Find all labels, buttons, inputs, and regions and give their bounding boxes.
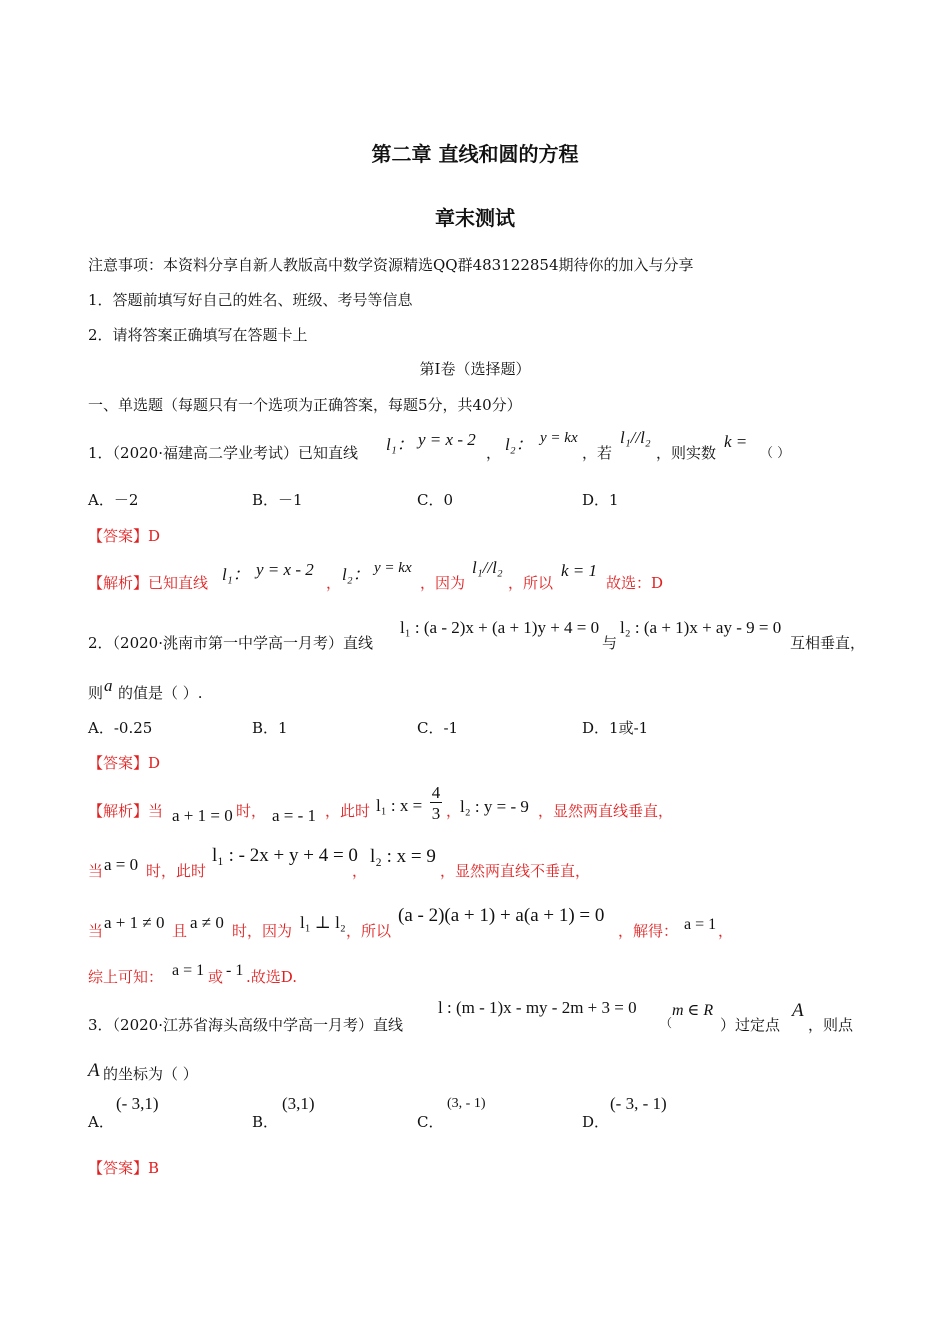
q1-sol-l1: l₁：	[222, 565, 250, 584]
q2-sol3-t3: ，解得：	[618, 922, 679, 940]
q2-sol1-t1: 时，	[236, 802, 267, 820]
q1-option-b: B．－1	[252, 491, 303, 509]
q3-stem: 3．（2020·江苏省海头高级中学高一月考）直线	[88, 1016, 403, 1034]
rule-1: 1．答题前填写好自己的姓名、班级、考号等信息	[88, 291, 413, 309]
q2-sol3-and: 且	[172, 922, 188, 940]
q2-sol1-prefix: 【解析】当	[88, 802, 164, 820]
q2-stem-b1: 则	[88, 684, 104, 702]
q3-open: （	[660, 1016, 673, 1030]
section-title: 第I卷（选择题）	[419, 360, 531, 378]
q2-sol1-den: 3	[431, 804, 441, 823]
q2-sol3-end: ，	[718, 922, 734, 940]
chapter-subtitle: 章末测试	[435, 206, 515, 230]
q1-sol-parallel: l₁//l₂	[472, 558, 503, 577]
q3-option-a-value: (- 3,1)	[116, 1094, 159, 1113]
q2-with: 与	[602, 634, 618, 652]
q2-sol3-perp: l₁ ⊥ l₂	[300, 913, 346, 932]
q2-sol2-comma: ，	[352, 862, 368, 880]
q1-answer: 【答案】D	[88, 527, 161, 545]
q2-sol1-t2: ，此时	[325, 802, 371, 820]
q3-option-c-letter: C．	[417, 1113, 444, 1131]
q1-sol-so: ，所以	[508, 574, 554, 592]
q2-stem: 2．（2020·洮南市第一中学高一月考）直线	[88, 634, 373, 652]
q2-sol2-prefix: 当	[88, 862, 104, 880]
q2-sol4-or: 或	[208, 968, 224, 986]
q1-parallel: l₁//l₂	[620, 428, 651, 447]
q2-sol3-prefix: 当	[88, 922, 104, 940]
q2-sol2-l1: l₁ : - 2x + y + 4 = 0	[212, 845, 358, 866]
q3-stem-b1: A	[88, 1060, 100, 1081]
q2-sol4-res2: - 1	[226, 962, 244, 979]
q2-stem-b2: 的值是（ ）.	[118, 684, 203, 702]
q2-sol1-val: a = - 1	[272, 806, 317, 825]
q1-cond-a: ，若	[582, 444, 613, 462]
q2-sol2-l2: l₂ : x = 9	[370, 846, 436, 867]
q3-point-a: A	[792, 1000, 804, 1021]
q3-option-c-value: (3, - 1)	[447, 1096, 486, 1111]
q2-sol3-c1: a + 1 ≠ 0	[104, 913, 165, 932]
q2-sol4-end: .故选D.	[246, 968, 298, 986]
notice-text: 注意事项：本资料分享自新人教版高中数学资源精选QQ群483122854期待你的加入与分享	[88, 256, 694, 274]
q1-sol-l2: l₂：	[342, 565, 370, 584]
q1-sol-eq2: y = kx	[374, 560, 412, 576]
q1-l1: l₁：	[386, 435, 414, 454]
q2-a: a	[104, 676, 113, 695]
q3-option-d-letter: D．	[582, 1113, 610, 1131]
q2-sol4-prefix: 综上可知：	[88, 968, 164, 986]
q2-option-d: D．1或-1	[582, 719, 649, 737]
q1-sol-comma: ，	[326, 574, 342, 592]
q1-option-d: D．1	[582, 491, 619, 509]
q2-line2: l₂ : (a + 1)x + ay - 9 = 0	[620, 618, 782, 637]
q1-eq2: y = kx	[540, 430, 578, 446]
q2-sol3-t2: ，所以	[346, 922, 392, 940]
q1-sol-end: 故选：D	[606, 574, 664, 592]
q2-option-a: A．-0.25	[88, 719, 153, 737]
q2-sol3-c2: a ≠ 0	[190, 913, 224, 932]
q1-k: k =	[724, 432, 748, 451]
q1-sol-k: k = 1	[561, 561, 598, 580]
q2-sol1-l1: l₁ : x =	[376, 796, 423, 815]
q1-l2: l₂：	[505, 435, 533, 454]
q1-comma: ，	[486, 444, 502, 462]
q3-cond: m ∈ R	[672, 1002, 714, 1019]
q2-sol1-cond: a + 1 = 0	[172, 806, 233, 825]
q2-sol3-res: a = 1	[684, 916, 717, 933]
q3-stem-end: ，则点	[808, 1016, 854, 1034]
chapter-title: 第二章 直线和圆的方程	[371, 142, 579, 166]
q2-sol2-cond: a = 0	[104, 855, 139, 874]
q2-perp: 互相垂直，	[790, 634, 866, 652]
q3-option-b-letter: B．	[252, 1113, 279, 1131]
q1-stem: 1．（2020·福建高二学业考试）已知直线	[88, 444, 358, 462]
q2-line1: l₁ : (a - 2)x + (a + 1)y + 4 = 0	[400, 618, 600, 637]
q3-stem-b2: 的坐标为（ ）	[103, 1065, 198, 1083]
rule-2: 2．请将答案正确填写在答题卡上	[88, 326, 308, 344]
q1-option-a: A．－2	[88, 491, 139, 509]
q2-sol1-t3: ，显然两直线垂直，	[538, 802, 674, 820]
q1-option-c: C．0	[417, 491, 454, 509]
q1-solution-prefix: 【解析】已知直线	[88, 574, 209, 592]
q1-eq1: y = x - 2	[418, 430, 476, 449]
q2-sol2-t2: ，显然两直线不垂直，	[440, 862, 591, 880]
q1-blank: （ ）	[760, 446, 791, 461]
q3-option-b-value: (3,1)	[282, 1094, 315, 1113]
q3-answer: 【答案】B	[88, 1159, 160, 1177]
q3-close: ）过定点	[720, 1016, 781, 1034]
q3-line: l : (m - 1)x - my - 2m + 3 = 0	[438, 998, 637, 1017]
q2-option-b: B．1	[252, 719, 288, 737]
q2-answer: 【答案】D	[88, 754, 161, 772]
q1-sol-eq1: y = x - 2	[256, 560, 314, 579]
q2-sol1-comma: ，	[446, 802, 462, 820]
q2-option-c: C．-1	[417, 719, 459, 737]
q2-sol1-num: 4	[431, 783, 441, 802]
q1-sol-because: ，因为	[420, 574, 466, 592]
q2-sol3-t1: 时，因为	[232, 922, 293, 940]
q2-sol2-t1: 时，此时	[146, 862, 207, 880]
q3-option-a-letter: A．	[88, 1113, 114, 1131]
q2-sol3-eq: (a - 2)(a + 1) + a(a + 1) = 0	[398, 905, 605, 926]
q2-sol1-l2: l₂ : y = - 9	[460, 797, 529, 816]
q1-cond-b: ，则实数	[656, 444, 717, 462]
q3-option-d-value: (- 3, - 1)	[610, 1094, 667, 1113]
q2-sol4-res: a = 1	[172, 962, 205, 979]
part-heading: 一、单选题（每题只有一个选项为正确答案，每题5分，共40分）	[88, 396, 522, 414]
